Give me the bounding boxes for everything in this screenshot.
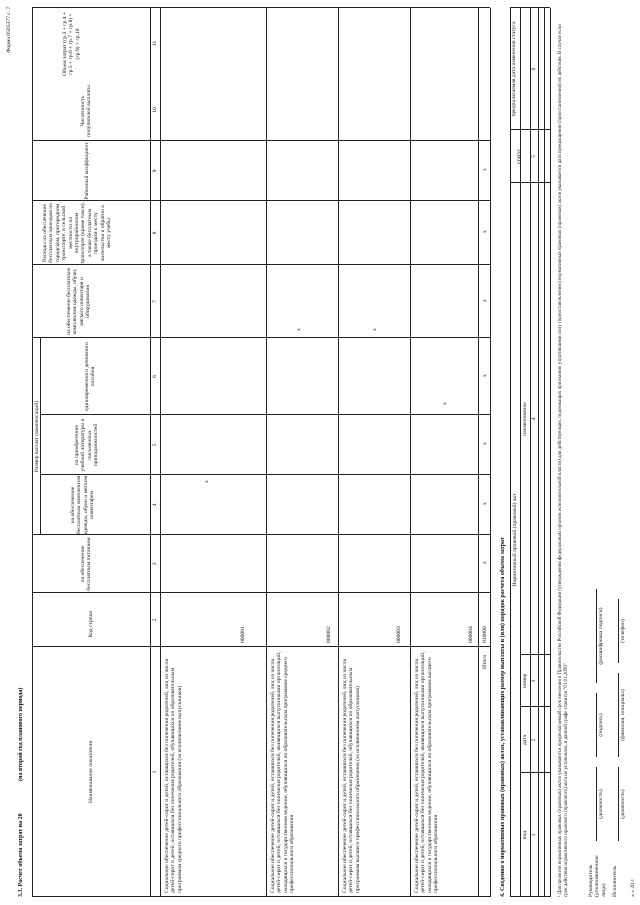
col-number-3: 3: [152, 562, 158, 566]
total-x-mark: x: [482, 168, 488, 171]
row-3-code: 000003: [396, 626, 402, 643]
acts-number-6: 6: [531, 67, 537, 71]
section-title: 3.3. Расчет объема затрат на 20: [18, 813, 24, 897]
col-number-1: 1: [152, 770, 158, 774]
row-4-code: 000004: [468, 626, 474, 643]
col-header-total: Объем затрат (гр.3 + гр.4 + гр.5 + гр.6 + гр.7 + гр.8) × (гр.9) × гр.10: [62, 11, 81, 77]
col-header-count: Численность получателей выплаты: [80, 85, 93, 137]
col-number-4: 4: [152, 503, 158, 507]
executor-label: Исполнитель: [612, 865, 618, 897]
head-label: Руководитель (уполномоченное лицо): [588, 855, 607, 897]
cell-x-mark: x: [372, 328, 378, 331]
section4-title: 4. Сведения о нормативных правовых (правовых) актах, устанавливающих размер выплаты и (или) порядок расчета объема затрат: [500, 537, 506, 897]
total-x-mark: x: [482, 502, 488, 505]
total-x-mark: x: [482, 230, 488, 233]
total-x-mark: x: [482, 442, 488, 445]
total-x-mark: x: [482, 299, 488, 302]
acts-group-header: Нормативный правовой (правовой) акт: [512, 493, 518, 587]
acts-col-status: статус: [516, 149, 522, 164]
col-header-allowance: единовременного денежного пособия: [84, 342, 97, 411]
col-number-5: 5: [152, 443, 158, 447]
row-1-code: 000001: [240, 626, 246, 643]
acts-col-number: номер: [522, 673, 528, 689]
head-signature-caption: (подпись): [598, 713, 604, 737]
col-header-textbooks: на приобретение учебной литературы и письменных принадлежностей: [74, 418, 100, 472]
footnote: ¹ Для проектов нормативных правовых (правовых) актов указываются предполагаемый срок внесения в Правительство Российской Федерации (утверждения федеральным органом исполнительной власти) для действующих, подлежащих признанию утратившими силу (приостановлению) нормативных правовых (правовых) актов указывается дата прекращения (приостановления) их действия. В случае если срок действия нормативного правового (правового) акта не установлен, в данной графе ставится "01.01.2099": [558, 24, 569, 897]
acts-col-date: дата: [522, 734, 528, 746]
acts-number-1: 1: [531, 833, 537, 837]
row-2-code: 000002: [326, 626, 332, 643]
col-header-equipment: на обеспечение бесплатным комплектом одежды, обуви, мягкого инвентаря и оборудования: [66, 268, 92, 335]
row-1-x-mark: x: [204, 480, 210, 483]
row-3-name: Социальное обеспечение детей-сирот и детей, оставшихся без попечения родителей, лиц из числа детей-сирот и детей, оставшихся без попечения родителей, обучающихся по образовательным программам высшего профессионального образования (за исключением выпускников): [342, 658, 361, 893]
col-number-2: 2: [152, 618, 158, 622]
col-number-7: 7: [152, 300, 158, 303]
row-4-name: Социальное обеспечение детей-сирот и детей, оставшихся без попечения родителей, лиц из числа детей-сирот и детей, оставшихся без попечения родителей, являющихся выпускниками организаций, находящихся в государственном ведении, обучающихся по образовательным программам высшего профессионального образования: [414, 651, 440, 893]
acts-number-3: 3: [531, 679, 537, 683]
total-label: Итого: [482, 654, 488, 669]
col-header-transport: Расходы на обеспечение бесплатным проездом на городском, пригородном транспорте, в сельской местности на внутрирайонном транспорте (кроме такси), а также бесплатным проездом к месту жительства и обратно к месту учебы: [42, 202, 113, 264]
col-number-6: 6: [152, 375, 158, 378]
col-header-name: Наименование показателя: [88, 741, 94, 803]
col-header-code: Код строки: [88, 610, 94, 638]
total-x-mark: x: [482, 561, 488, 564]
acts-col-change-date: предполагаемая дата изменения статуса: [511, 21, 517, 117]
acts-col-type: вид: [522, 830, 528, 840]
acts-number-5: 5: [531, 155, 537, 158]
col-header-clothes: на обеспечение бесплатным комплектом одежды, обуви и мягким инвентарем: [70, 475, 96, 535]
acts-col-name: наименование: [522, 402, 528, 436]
cell-x-mark: x: [442, 402, 448, 405]
row-2-name: Социальное обеспечение детей-сирот и детей, оставшихся без попечения родителей, лиц из числа детей-сирот и детей, оставшихся без попечения родителей, являющихся выпускниками организаций, находящихся в государственном ведении, обучающихся по образовательным программам среднего профессионального образования: [270, 651, 296, 893]
col-number-8: 8: [152, 231, 158, 235]
head-decoding-caption: (расшифровка подписи): [598, 607, 604, 665]
col-number-11: 11: [152, 40, 158, 47]
row-1-name: Социальное обеспечение детей-сирот и детей, оставшихся без попечения родителей, лиц из числа детей-сирот и детей, оставшихся без попечения родителей, обучающихся по образовательным программам среднего профессионального образования (за исключением выпускников): [164, 658, 183, 893]
section-title-suffix: (на второй год планового периода): [18, 687, 24, 781]
total-x-mark: x: [482, 374, 488, 377]
executor-position-caption: (должность): [620, 789, 626, 819]
acts-number-4: 4: [531, 417, 537, 421]
col-header-food: на обеспечение бесплатным питанием: [80, 537, 93, 591]
col-number-9: 9: [152, 169, 158, 173]
total-code: 010000: [482, 626, 488, 643]
col-number-10: 10: [152, 107, 158, 113]
head-position-caption: (должность): [598, 789, 604, 819]
acts-number-2: 2: [531, 738, 537, 742]
col-header-coefficient: Районный коэффициент: [84, 142, 90, 200]
executor-phone-caption: (телефон): [620, 619, 626, 643]
date-line: « » 20 г.: [630, 878, 636, 897]
group-header-payments: Размер выплат (компенсаций): [34, 400, 40, 473]
form-label: Форма 0505377 с. 7: [6, 6, 12, 53]
executor-fio-caption: (фамилия, инициалы): [620, 689, 626, 741]
cell-x-mark: x: [296, 328, 302, 331]
